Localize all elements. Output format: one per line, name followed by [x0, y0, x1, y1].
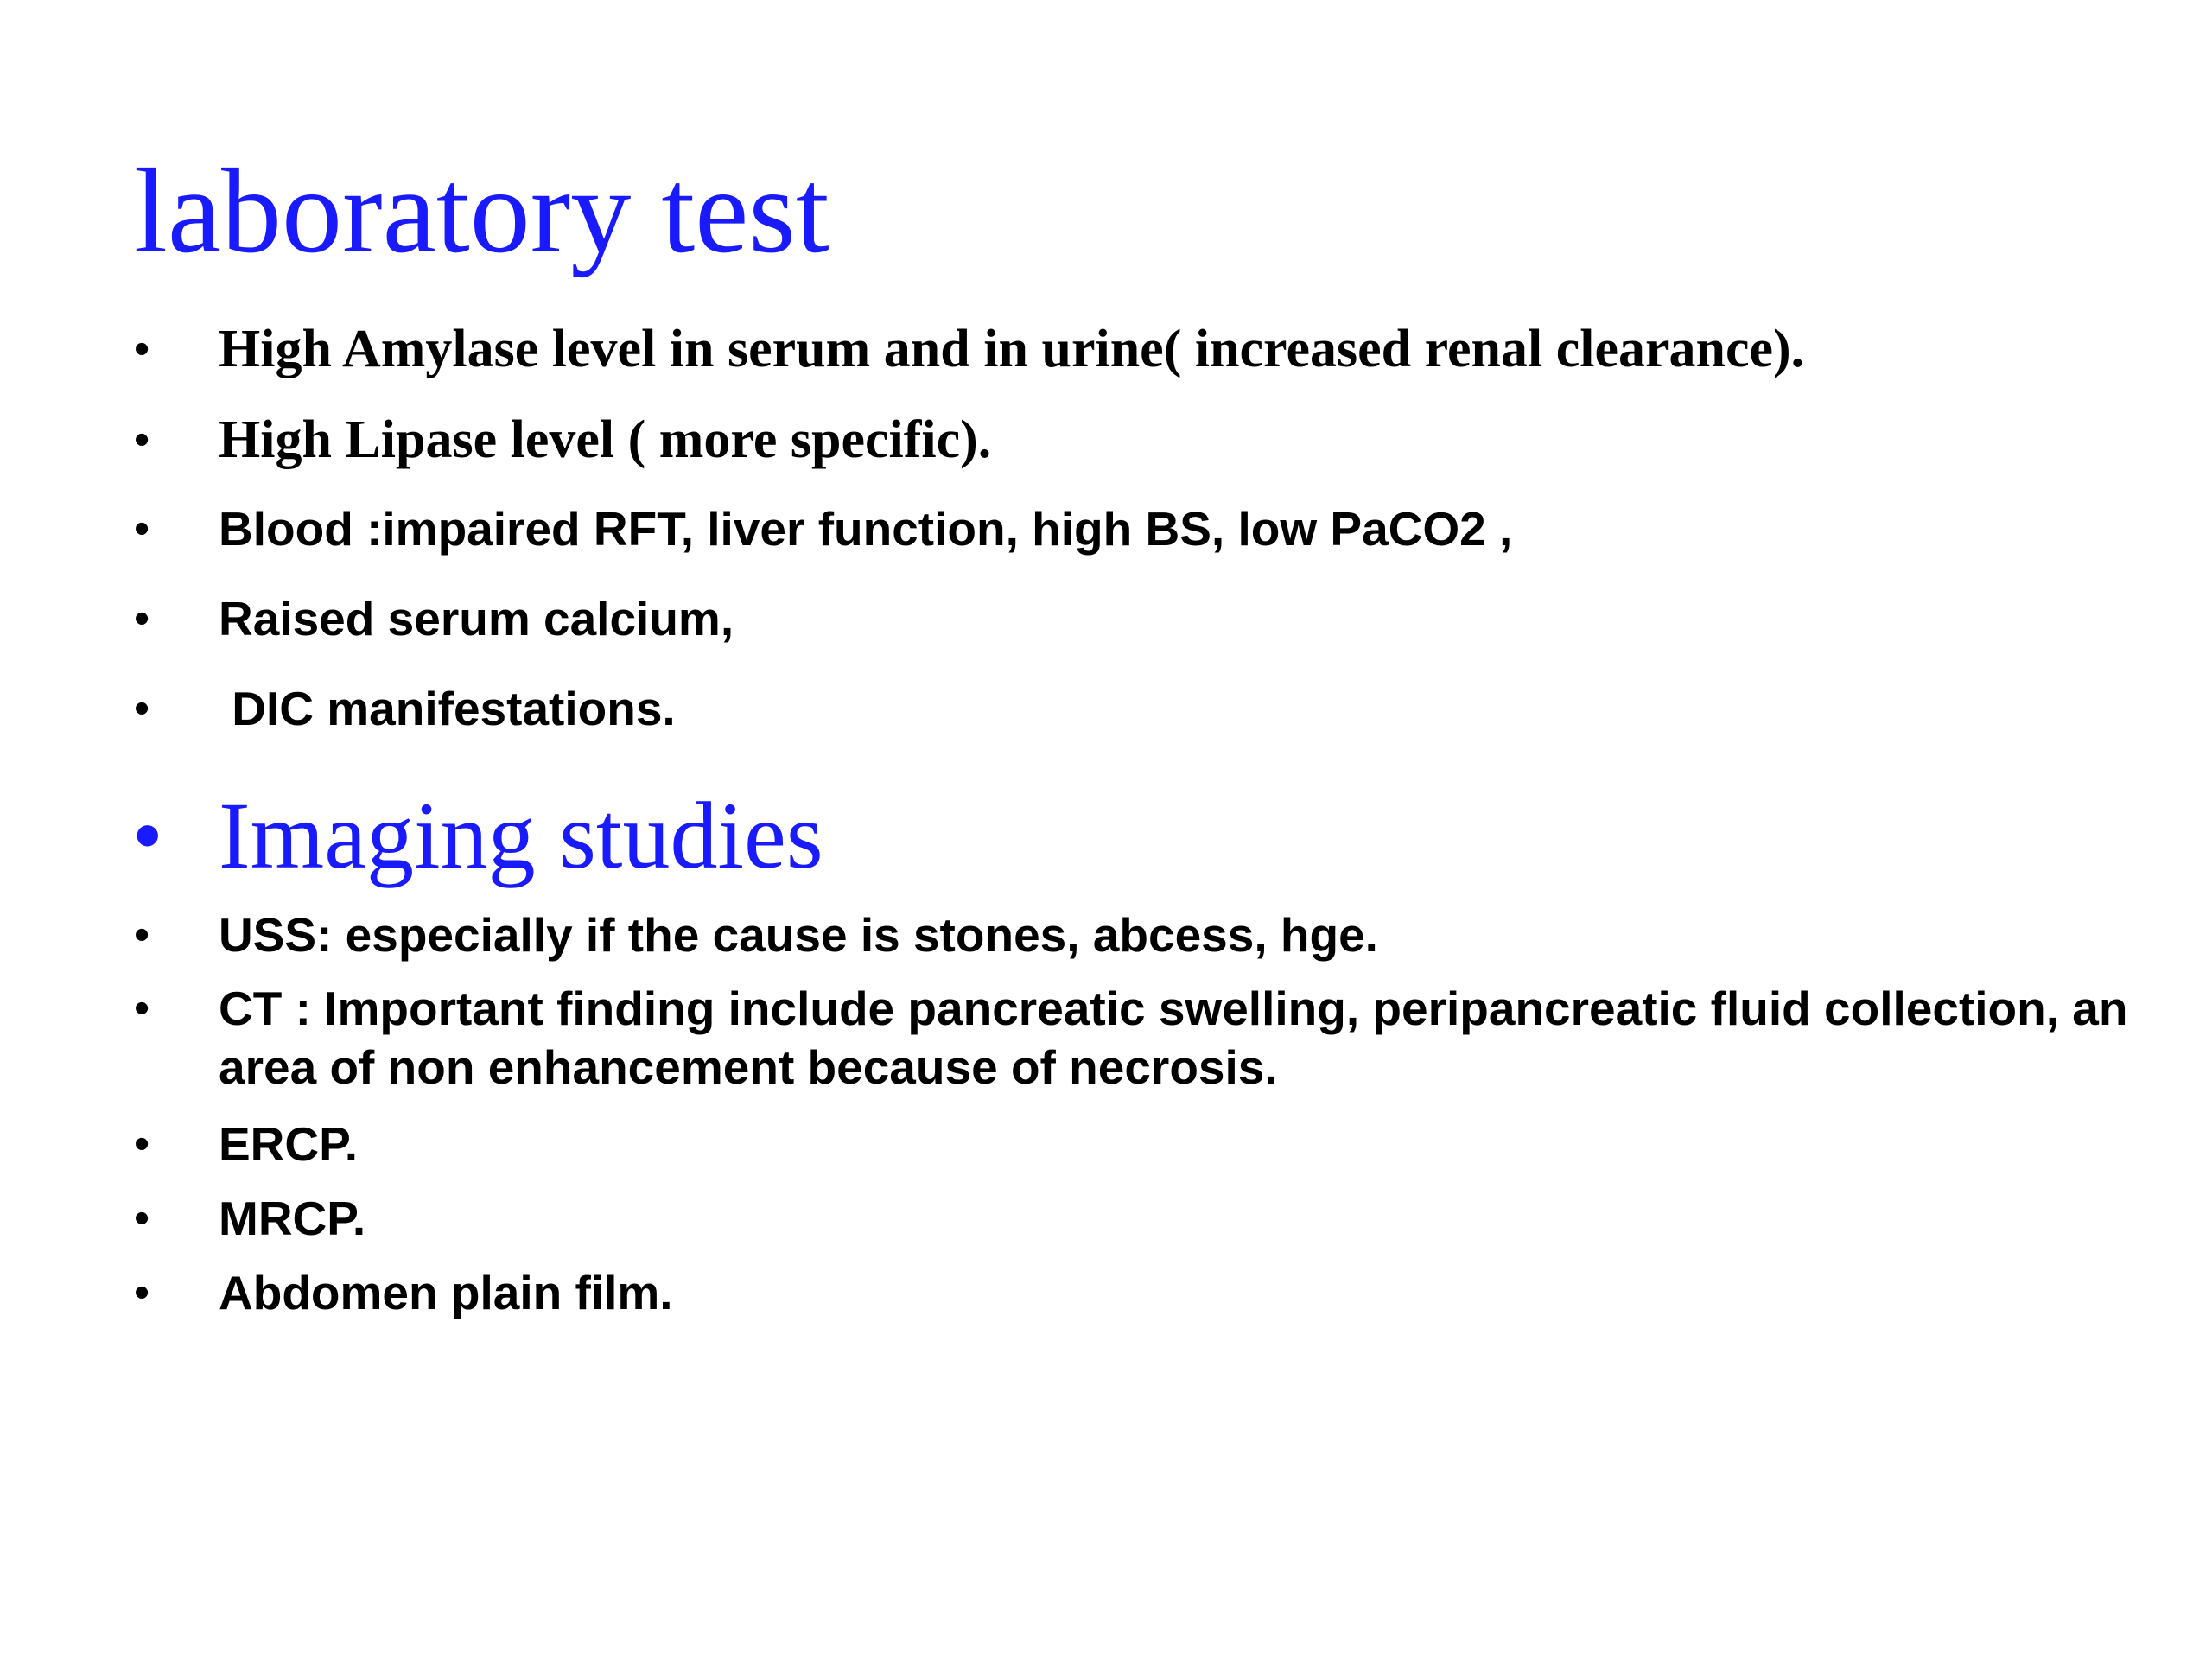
imaging-item-mrcp — [134, 1189, 2156, 1248]
imaging-item-abdomen-film — [134, 1263, 2156, 1322]
imaging-item-text: MRCP. — [219, 1192, 366, 1245]
imaging-heading-text: Imaging studies — [219, 783, 823, 888]
imaging-item-text: ERCP. — [219, 1117, 358, 1171]
imaging-heading — [134, 782, 2156, 889]
bullet-icon: • — [134, 792, 162, 879]
lab-item-text: High Amylase level in serum and in urine( increased renal clearance). — [219, 320, 1805, 378]
bullet-icon: • — [134, 504, 150, 554]
bullet-icon: • — [134, 683, 150, 734]
slide-title: laboratory test — [134, 144, 830, 278]
bullet-icon: • — [134, 1193, 150, 1243]
bullet-icon: • — [134, 910, 150, 960]
lab-item-lipase — [134, 406, 2156, 474]
bullet-icon: • — [134, 1119, 150, 1169]
lab-item-amylase — [134, 315, 2156, 383]
bullet-icon: • — [134, 1268, 150, 1318]
imaging-item-text: CT : Important finding include pancreatic swelling, peripancreatic fluid collection, an area of non enhancement because of necrosis. — [219, 982, 2128, 1094]
imaging-item-ercp — [134, 1115, 2156, 1173]
bullet-icon: • — [134, 415, 150, 465]
bullet-icon: • — [134, 324, 150, 374]
imaging-item-text: USS: especially if the cause is stones, abcess, hge. — [219, 908, 1378, 962]
bullet-icon: • — [134, 983, 150, 1033]
lab-item-text: Raised serum calcium, — [219, 592, 734, 645]
lab-item-blood — [134, 499, 2156, 558]
imaging-item-uss — [134, 906, 2156, 964]
lab-item-text: Blood :impaired RFT, liver function, high BS, low PaCO2 , — [219, 502, 1513, 556]
lab-item-text: DIC manifestations. — [219, 682, 676, 735]
lab-item-dic — [134, 679, 2156, 738]
bullet-icon: • — [134, 594, 150, 644]
lab-item-calcium — [134, 589, 2156, 648]
imaging-item-ct — [134, 979, 2156, 1096]
lab-item-text: High Lipase level ( more specific). — [219, 410, 992, 469]
imaging-item-text: Abdomen plain film. — [219, 1266, 673, 1319]
